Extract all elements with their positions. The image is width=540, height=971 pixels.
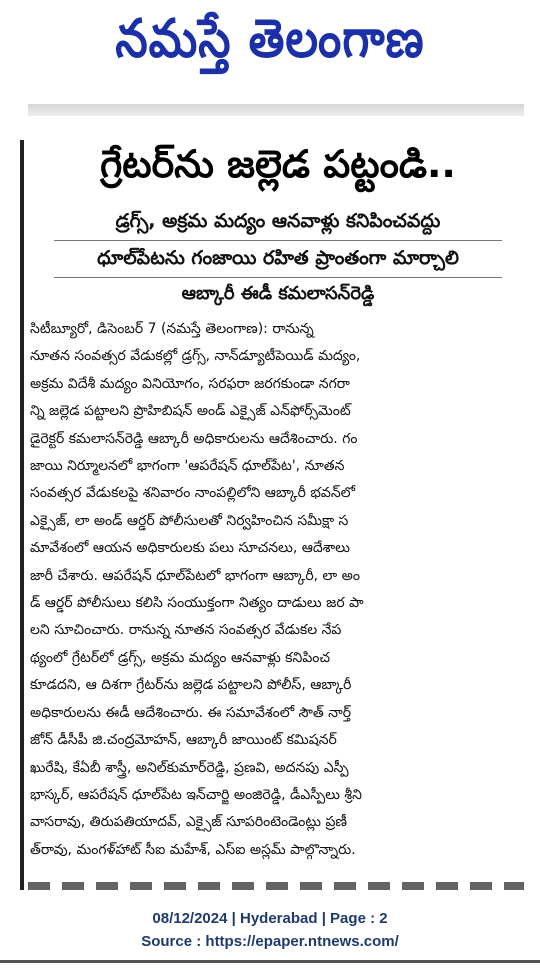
body-line: త్‌రావు, మంగళ్‌హాట్‌ సీఐ మహేశ్‌, ఎస్‌ఐ అస్లమ్‌ పాల్గొన్నారు. [30, 841, 356, 858]
page-meta: 08/12/2024 | Hyderabad | Page : 2 [152, 910, 388, 927]
article-subhead-2: ధూల్‌పేటను గంజాయి రహిత ప్రాంతంగా మార్చాలి [97, 247, 459, 269]
body-line: జారీ చేశారు. ఆపరేషన్‌ ధూల్‌పేటలో భాగంగా ఆబ్కారీ, లా అం [30, 567, 360, 584]
source-link[interactable]: Source : https://epaper.ntnews.com/ [141, 933, 399, 950]
body-line: భాస్కర్‌, ఆపరేషన్‌ ధూల్‌పేట ఇన్‌చార్జి అంజిరెడ్డి, డీఎస్పీలు శ్రీని [30, 786, 362, 803]
bottom-divider [0, 960, 540, 963]
body-line: సంవత్సర వేడుకలపై శనివారం నాంపల్లిలోని ఆబ్కారీ భవన్‌లో [30, 485, 356, 502]
article-byline: ఆబ్కారీ ఈడీ కమలాసన్‌రెడ్డి [181, 283, 375, 304]
body-line: లని సూచించారు. రానున్న నూతన సంవత్సర వేడుకల నేప [30, 622, 342, 639]
body-line: డ్‌ ఆర్డర్‌ పోలీసులు కలిసి సంయుక్తంగా నిత్యం దాడులు జర పా [30, 595, 364, 612]
body-line: న్ని జల్లెడ పట్టాలని ప్రొహిబిషన్‌ అండ్‌ ఎక్సైజ్‌ ఎన్‌ఫోర్స్‌మెంట్‌ [30, 403, 351, 420]
body-line: డైరెక్టర్‌ కమలాసన్‌రెడ్డి ఆబ్కారీ అధికారులను ఆదేశించారు. గం [30, 430, 358, 447]
subhead-divider-1 [54, 240, 502, 241]
masthead-divider [28, 104, 524, 116]
body-line: కూడదని, ఆ దిశగా గ్రేటర్‌ను జల్లెడ పట్టాలని పోలీస్‌, ఆబ్కారీ [30, 677, 352, 694]
body-line: ఎక్సైజ్‌, లా అండ్‌ ఆర్డర్‌ పోలీసులతో నిర్వహించిన సమీక్షా స [30, 512, 349, 529]
body-line: జోన్‌ డీసీపీ జి.చంద్రమోహన్‌, ఆబ్కారీ జాయింట్‌ కమిషనర్‌ [30, 732, 337, 749]
body-line: అక్రమ విదేశీ మద్యం వినియోగం, సరఫరా జరగకుండా నగరా [30, 375, 350, 392]
masthead [0, 0, 540, 90]
body-line: అధికారులను ఈడీ ఆదేశించారు. ఈ సమావేశంలో సౌత్‌ నార్త్‌ [30, 704, 352, 721]
newspaper-title: నమస్తే తెలంగాణ [115, 7, 425, 70]
body-line: వాసరావు, తిరుపతియాదవ్‌, ఎక్సైజ్‌ సూపరింటెండెంట్లు ప్రణీ [30, 814, 347, 831]
article-body [30, 316, 520, 864]
next-article-cutoff [28, 882, 524, 890]
body-line: జాయి నిర్మూలనలో భాగంగా 'ఆపరేషన్‌ ధూల్‌పేట', నూతన [30, 458, 345, 475]
body-line: సిటీబ్యూరో, డిసెంబర్‌ 7 (నమస్తే తెలంగాణ): రానున్న [30, 321, 314, 337]
body-line: థ్యంలో గ్రేటర్‌లో డ్రగ్స్‌, అక్రమ మద్యం ఆనవాళ్లు కనిపించ [30, 649, 331, 666]
article-headline: గ్రేటర్‌ను జల్లెడ పట్టండి.. [100, 142, 456, 186]
article-subhead-1: డ్రగ్స్‌, అక్రమ మద్యం ఆనవాళ్లు కనిపించవద్దు [115, 210, 441, 232]
body-line: మావేశంలో ఆయన అధికారులకు పలు సూచనలు, ఆదేశాలు [30, 540, 350, 557]
subhead-divider-2 [54, 277, 502, 278]
body-line: నూతన సంవత్సర వేడుకల్లో డ్రగ్స్‌, నాన్‌డ్యూటీపెయిడ్‌ మద్యం, [30, 348, 361, 365]
article-border [20, 140, 24, 890]
body-line: ఖురేషి, కేఏబీ శాస్త్రీ, అనిల్‌కుమార్‌రెడ్డి, ప్రణవి, అదనపు ఎస్పీ [30, 759, 349, 776]
